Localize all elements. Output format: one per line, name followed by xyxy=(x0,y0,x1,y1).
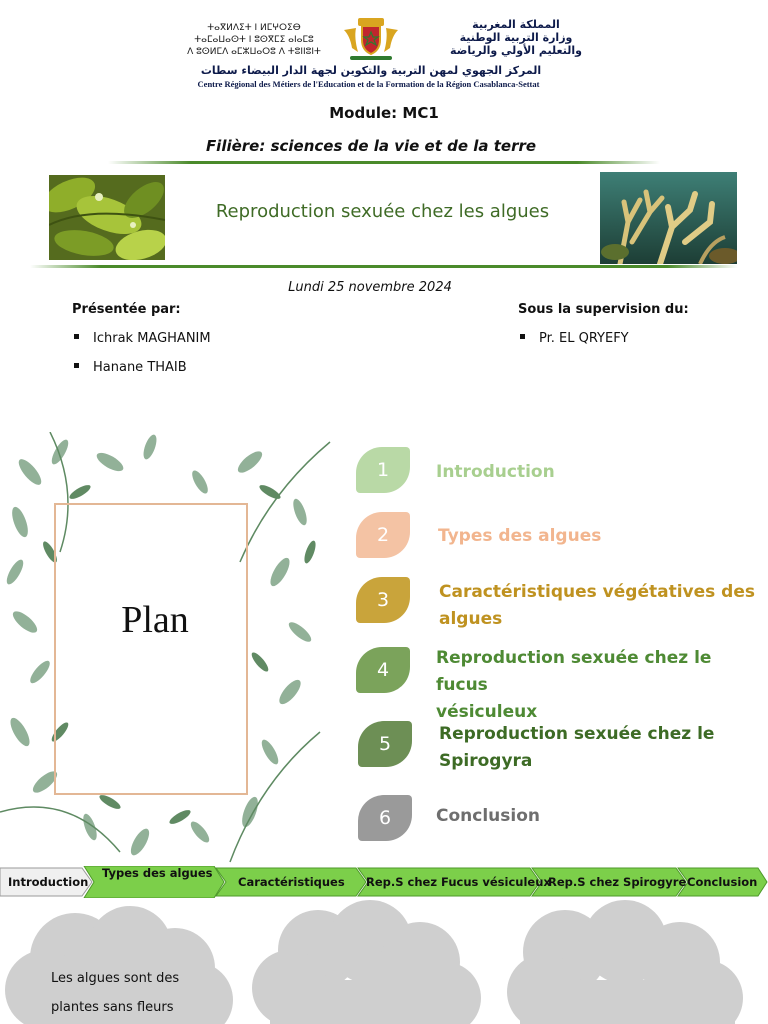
presentation-title: Reproduction sexuée chez les algues xyxy=(215,201,550,222)
bottom-divider xyxy=(30,265,738,268)
institution-header xyxy=(96,12,641,92)
nav-label-caracteristiques[interactable]: Caractéristiques xyxy=(238,875,345,889)
nav-label-spirogyre[interactable]: Rep.S chez Spirogyre xyxy=(548,875,687,889)
cloud-text-definition: Les algues sont des plantes sans fleurs xyxy=(51,971,180,1015)
presented-by-label: Présentée par: xyxy=(72,302,181,317)
supervisor-name: Pr. EL QRYEFY xyxy=(539,331,629,346)
seaweed-photo-left xyxy=(49,175,165,260)
top-divider xyxy=(108,161,660,164)
plan-item-label: Conclusion xyxy=(436,806,540,826)
bullet-icon xyxy=(74,363,79,368)
leaf-frame-illustration xyxy=(0,432,340,864)
nav-label-types[interactable]: Types des algues xyxy=(102,866,213,880)
number-badge: 4 xyxy=(356,647,410,693)
french-centre-text: Centre Régional des Métiers de l'Education et de la Formation de la Région Casablanca-Settat xyxy=(197,79,540,89)
presenter-name: Hanane THAIB xyxy=(93,360,187,375)
plan-title: Plan xyxy=(121,599,189,641)
plan-item-label: Reproduction sexuée chez le fucus vésiculeux xyxy=(436,648,712,722)
filiere-label: Filière: sciences de la vie et de la terre xyxy=(205,137,537,155)
nav-label-fucus[interactable]: Rep.S chez Fucus vésiculeux xyxy=(366,875,551,889)
number-badge: 6 xyxy=(358,795,412,841)
number-badge: 5 xyxy=(358,721,412,767)
supervision-label: Sous la supervision du: xyxy=(518,302,689,317)
nav-label-introduction[interactable]: Introduction xyxy=(8,875,89,889)
bullet-icon xyxy=(74,334,79,339)
plan-item-label: Types des algues xyxy=(438,526,602,546)
number-badge: 2 xyxy=(356,512,410,558)
number-badge: 1 xyxy=(356,447,410,493)
cloud-2 xyxy=(252,900,481,1024)
plan-item-label: Reproduction sexuée chez le Spirogyra xyxy=(439,724,715,771)
tifinagh-ministry-text: ⵜⴰⴳⵍⴷⵉⵜ ⵏ ⵍⵎⵖⵔⵉⴱ ⵜⴰⵎⴰⵡⴰⵙⵜ ⵏ ⵓⵙⴳⵎⵉ ⴰⵏⴰⵎⵓ ⴷ ⵓⵙⵍⵎⴷ ⴰⵎⵣⵡⴰⵔⵓ ⴷ ⵜⵓⵏⵏⵓⵏⵜ xyxy=(187,23,321,57)
arabic-ministry-text: المملكة المغربية وزارة التربية الوطنية والتعليم الأولي والرياضة xyxy=(450,18,582,57)
nav-label-conclusion[interactable]: Conclusion xyxy=(687,875,758,889)
module-label: Module: MC1 xyxy=(329,104,439,122)
cloud-3 xyxy=(507,900,743,1024)
bullet-icon xyxy=(520,334,525,339)
plan-item-label: Introduction xyxy=(436,462,555,482)
number-badge: 3 xyxy=(356,577,410,623)
presentation-date: Lundi 25 novembre 2024 xyxy=(288,280,452,295)
moroccan-emblem-icon xyxy=(340,16,402,62)
presenter-name: Ichrak MAGHANIM xyxy=(93,331,211,346)
underwater-algae-photo-right xyxy=(600,172,737,264)
arabic-centre-text: المركز الجهوي لمهن التربية والتكوين لجهة الدار البيضاء سطات xyxy=(200,64,542,77)
plan-item-label: Caractéristiques végétatives des algues xyxy=(439,582,755,629)
